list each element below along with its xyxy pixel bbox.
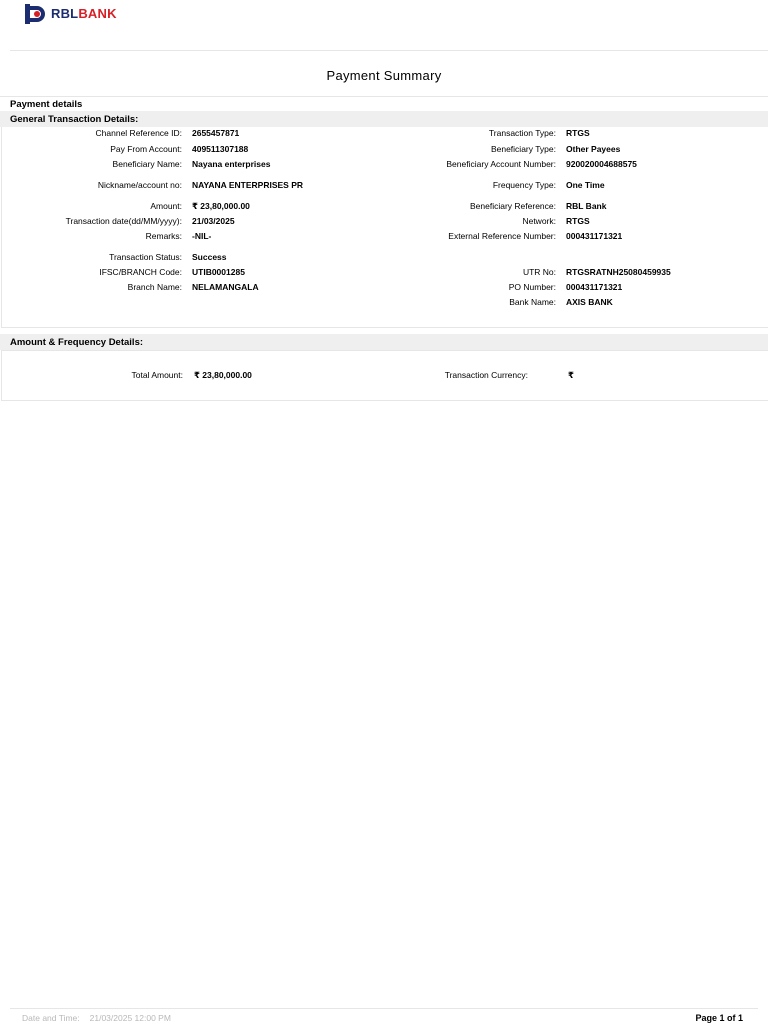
detail-label: Transaction date(dd/MM/yyyy): bbox=[65, 216, 182, 226]
amount-section-heading: Amount & Frequency Details: bbox=[10, 337, 144, 348]
detail-value: RTGS bbox=[566, 128, 590, 138]
detail-label: Frequency Type: bbox=[492, 180, 556, 190]
rbl-bank-logo bbox=[25, 4, 117, 24]
detail-label: Amount: bbox=[150, 201, 182, 211]
detail-label: Network: bbox=[522, 216, 556, 226]
total-amount-label: Total Amount: bbox=[131, 370, 183, 380]
footer-datetime-label: Date and Time: bbox=[22, 1013, 80, 1023]
currency-label: Transaction Currency: bbox=[444, 370, 528, 380]
detail-value: 21/03/2025 bbox=[192, 216, 235, 226]
detail-label: PO Number: bbox=[508, 282, 556, 292]
detail-value: Other Payees bbox=[566, 144, 621, 154]
detail-value: AXIS BANK bbox=[566, 297, 613, 307]
detail-label: Transaction Status: bbox=[109, 252, 182, 262]
detail-label: Transaction Type: bbox=[488, 128, 556, 138]
detail-value: ₹ 23,80,000.00 bbox=[192, 201, 250, 211]
rbl-logo-icon bbox=[25, 4, 47, 24]
payment-details-label: Payment details bbox=[10, 99, 83, 110]
detail-label: IFSC/BRANCH Code: bbox=[99, 267, 182, 277]
amount-section-header bbox=[0, 334, 768, 350]
detail-label: Nickname/account no: bbox=[97, 180, 182, 190]
detail-label: Beneficiary Type: bbox=[490, 144, 556, 154]
page-number: Page 1 of 1 bbox=[695, 1013, 743, 1023]
detail-value: Nayana enterprises bbox=[192, 159, 271, 169]
detail-value: 2655457871 bbox=[192, 128, 240, 138]
detail-label: Pay From Account: bbox=[110, 144, 182, 154]
detail-label: Beneficiary Reference: bbox=[470, 201, 556, 211]
header-divider bbox=[10, 50, 768, 51]
detail-value: 409511307188 bbox=[192, 144, 249, 154]
detail-label: UTR No: bbox=[522, 267, 556, 277]
detail-value: 000431171321 bbox=[566, 231, 623, 241]
footer-datetime-value: 21/03/2025 12:00 PM bbox=[89, 1013, 171, 1023]
currency-value: ₹ bbox=[568, 370, 574, 380]
total-amount-value: ₹ 23,80,000.00 bbox=[194, 370, 252, 380]
detail-value: One Time bbox=[566, 180, 605, 190]
general-section-header bbox=[0, 111, 768, 127]
footer-datetime bbox=[22, 1013, 171, 1023]
detail-value: RBL Bank bbox=[566, 201, 607, 211]
detail-value: 000431171321 bbox=[566, 282, 623, 292]
detail-value: 920020004688575 bbox=[566, 159, 637, 169]
title-divider bbox=[0, 96, 768, 97]
page-title: Payment Summary bbox=[326, 68, 442, 83]
detail-label: Bank Name: bbox=[509, 297, 556, 307]
detail-label: Channel Reference ID: bbox=[95, 128, 182, 138]
detail-label: Beneficiary Name: bbox=[112, 159, 182, 169]
detail-value: NELAMANGALA bbox=[192, 282, 259, 292]
detail-label: Branch Name: bbox=[127, 282, 182, 292]
general-section-heading: General Transaction Details: bbox=[10, 114, 139, 125]
detail-value: RTGS bbox=[566, 216, 590, 226]
detail-value: Success bbox=[192, 252, 227, 262]
detail-label: Remarks: bbox=[145, 231, 182, 241]
logo-wordmark: RBLBANK bbox=[51, 6, 117, 21]
detail-value: RTGSRATNH25080459935 bbox=[566, 267, 671, 277]
detail-value: UTIB0001285 bbox=[192, 267, 245, 277]
detail-value: -NIL- bbox=[192, 231, 212, 241]
detail-value: NAYANA ENTERPRISES PR bbox=[192, 180, 304, 190]
detail-label: External Reference Number: bbox=[448, 231, 556, 241]
footer-divider bbox=[10, 1008, 758, 1009]
detail-label: Beneficiary Account Number: bbox=[446, 159, 556, 169]
